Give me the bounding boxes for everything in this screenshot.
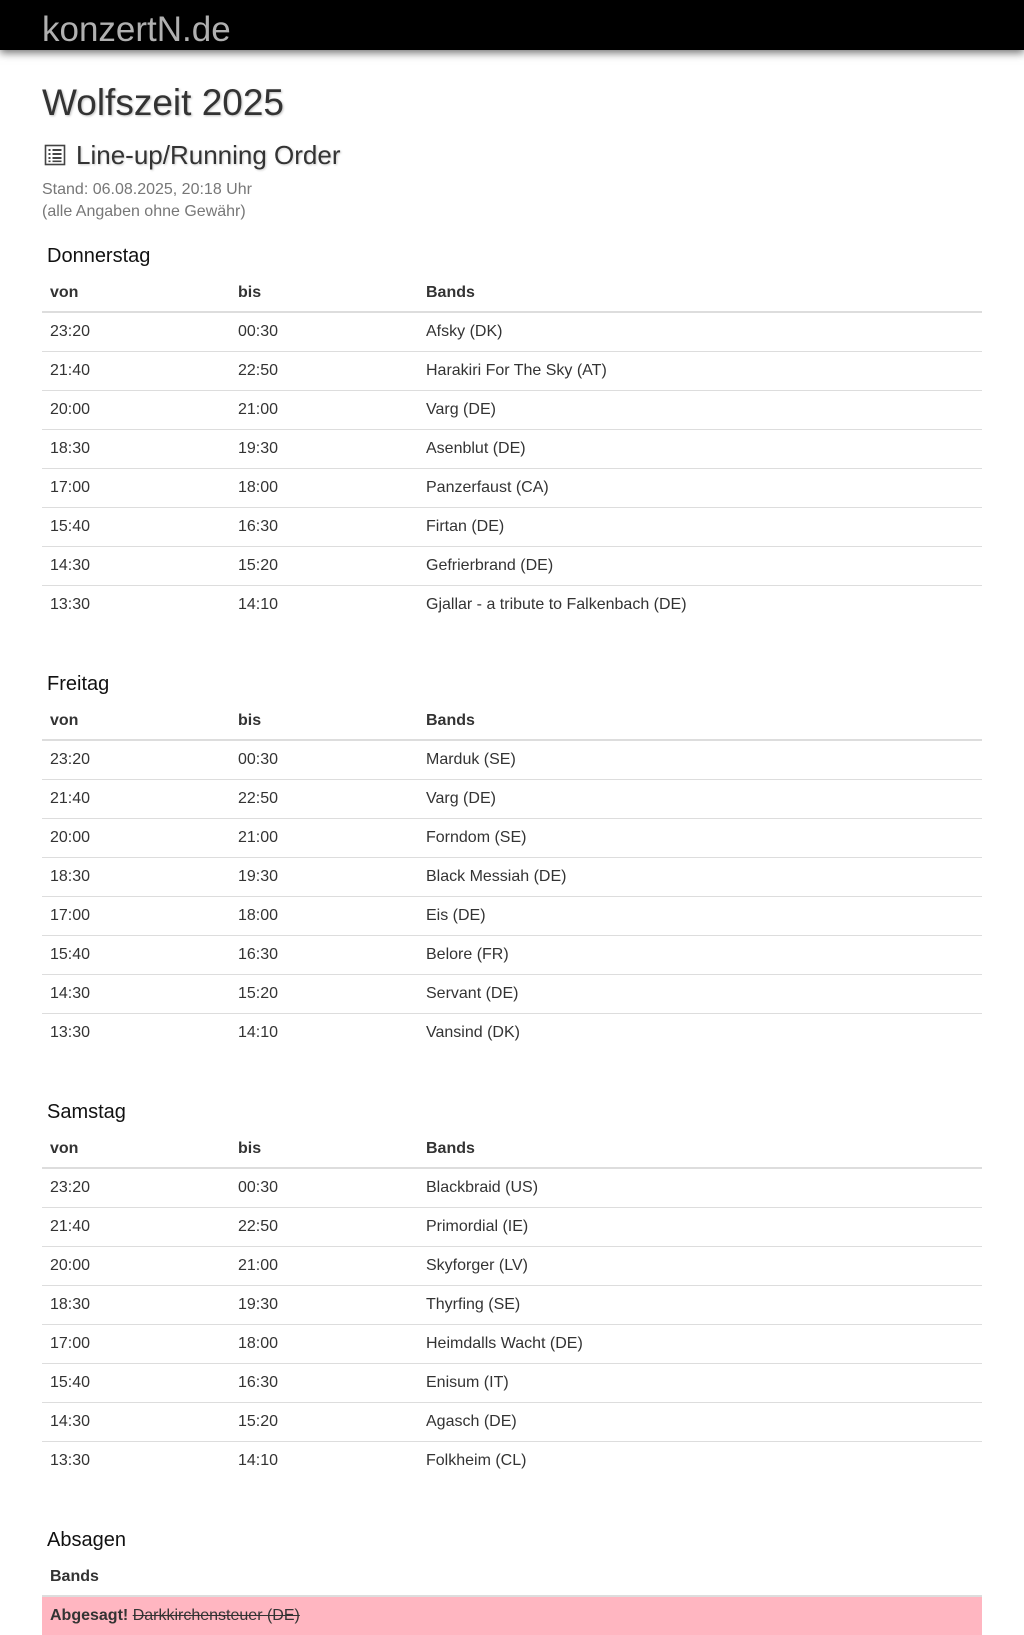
column-header-bands: Bands	[418, 1130, 982, 1168]
band-name: Thyrfing (SE)	[418, 1285, 982, 1324]
band-name: Panzerfaust (CA)	[418, 468, 982, 507]
end-time: 16:30	[230, 1363, 418, 1402]
end-time: 00:30	[230, 740, 418, 779]
top-navbar	[0, 0, 1024, 50]
start-time: 21:40	[42, 351, 230, 390]
end-time: 15:20	[230, 974, 418, 1013]
table-header-row	[42, 702, 982, 740]
band-name: Eis (DE)	[418, 896, 982, 935]
end-time: 00:30	[230, 312, 418, 351]
start-time: 17:00	[42, 468, 230, 507]
start-time: 15:40	[42, 507, 230, 546]
table-row	[42, 468, 982, 507]
table-row	[42, 429, 982, 468]
table-row	[42, 507, 982, 546]
table-row	[42, 896, 982, 935]
day-title: Donnerstag	[47, 245, 151, 267]
end-time: 14:10	[238, 595, 279, 613]
band-name: Primordial (IE)	[418, 1207, 982, 1246]
stand-timestamp: Stand: 06.08.2025, 20:18 Uhr	[42, 181, 252, 198]
band-name: Agasch (DE)	[418, 1402, 982, 1441]
end-time: 15:20	[230, 546, 418, 585]
band-name: Afsky (DK)	[418, 312, 982, 351]
band-name: Gjallar - a tribute to Falkenbach (DE)	[426, 595, 687, 613]
table-row	[42, 1168, 982, 1207]
end-time: 22:50	[230, 351, 418, 390]
cancelled-cell	[42, 1596, 982, 1635]
column-header-von: von	[42, 274, 230, 312]
end-time: 00:30	[230, 1168, 418, 1207]
end-time: 16:30	[230, 935, 418, 974]
end-time: 14:10	[238, 1451, 279, 1469]
table-row	[42, 351, 982, 390]
start-time: 14:30	[42, 974, 230, 1013]
end-time: 18:00	[230, 468, 418, 507]
band-name: Heimdalls Wacht (DE)	[418, 1324, 982, 1363]
section-spacer	[42, 1052, 982, 1079]
band-name: Belore (FR)	[418, 935, 982, 974]
start-time: 14:30	[42, 546, 230, 585]
column-header-bis: bis	[230, 1130, 418, 1168]
table-row	[42, 779, 982, 818]
cancelled-row	[42, 1596, 982, 1635]
end-time: 19:30	[230, 857, 418, 896]
table-row	[42, 312, 982, 351]
band-name: Gefrierbrand (DE)	[418, 546, 982, 585]
end-time: 19:30	[230, 1285, 418, 1324]
band-name: Blackbraid (US)	[418, 1168, 982, 1207]
column-header-bis: bis	[230, 274, 418, 312]
start-time: 23:20	[42, 1168, 230, 1207]
table-row	[42, 857, 982, 896]
lineup-table	[42, 1130, 982, 1480]
start-time: 23:20	[42, 312, 230, 351]
table-row	[42, 390, 982, 429]
start-time: 20:00	[42, 1246, 230, 1285]
cancellations-header-row	[42, 1558, 982, 1596]
days-container	[42, 243, 982, 1507]
brand-link[interactable]: konzertN.de	[42, 10, 231, 49]
end-time: 22:50	[230, 1207, 418, 1246]
start-time: 20:00	[42, 390, 230, 429]
section-title-text: Line-up/Running Order	[76, 140, 341, 170]
table-row	[42, 1324, 982, 1363]
day-title: Freitag	[47, 673, 110, 695]
column-header-von: von	[42, 1130, 230, 1168]
table-row	[42, 1246, 982, 1285]
end-time: 15:20	[230, 1402, 418, 1441]
column-header-bands: Bands	[418, 702, 982, 740]
table-row	[42, 1013, 982, 1052]
table-header-row	[42, 1130, 982, 1168]
table-row	[42, 935, 982, 974]
lineup-table	[42, 274, 982, 624]
band-name: Varg (DE)	[418, 779, 982, 818]
start-time: 20:00	[42, 818, 230, 857]
start-time: 14:30	[42, 1402, 230, 1441]
band-name: Vansind (DK)	[426, 1023, 520, 1041]
list-icon	[44, 144, 66, 166]
meta-info	[42, 179, 982, 223]
cancellations-section	[42, 1527, 982, 1635]
start-time: 13:30	[50, 1023, 91, 1041]
band-name: Black Messiah (DE)	[418, 857, 982, 896]
table-row	[42, 740, 982, 779]
lineup-table	[42, 702, 982, 1052]
page-title: Wolfszeit 2025	[42, 82, 284, 123]
start-time: 13:30	[50, 595, 91, 613]
end-time: 18:00	[230, 896, 418, 935]
day-title: Samstag	[47, 1101, 126, 1123]
start-time: 18:30	[42, 429, 230, 468]
cancellations-body	[42, 1596, 982, 1635]
cancellations-table	[42, 1558, 982, 1635]
band-name: Servant (DE)	[418, 974, 982, 1013]
main-content	[0, 50, 1024, 1635]
end-time: 21:00	[230, 390, 418, 429]
section-title	[42, 139, 982, 171]
band-name: Harakiri For The Sky (AT)	[418, 351, 982, 390]
start-time: 15:40	[42, 935, 230, 974]
table-row	[42, 818, 982, 857]
table-row	[42, 1363, 982, 1402]
disclaimer: (alle Angaben ohne Gewähr)	[42, 203, 246, 220]
band-name: Forndom (SE)	[418, 818, 982, 857]
table-row	[42, 1207, 982, 1246]
start-time: 23:20	[42, 740, 230, 779]
table-header-row	[42, 274, 982, 312]
band-name: Skyforger (LV)	[418, 1246, 982, 1285]
cancelled-band-name: Darkkirchensteuer (DE)	[132, 1607, 300, 1624]
column-header-bands: Bands	[418, 274, 982, 312]
end-time: 19:30	[230, 429, 418, 468]
end-time: 21:00	[230, 818, 418, 857]
start-time: 18:30	[42, 857, 230, 896]
end-time: 14:10	[238, 1023, 279, 1041]
band-name: Firtan (DE)	[418, 507, 982, 546]
band-name: Marduk (SE)	[418, 740, 982, 779]
cancelled-label: Abgesagt!	[50, 1607, 129, 1624]
column-header-bis: bis	[230, 702, 418, 740]
end-time: 21:00	[230, 1246, 418, 1285]
end-time: 22:50	[230, 779, 418, 818]
band-name: Enisum (IT)	[418, 1363, 982, 1402]
table-row	[42, 1441, 982, 1480]
table-row	[42, 546, 982, 585]
end-time: 16:30	[230, 507, 418, 546]
band-name: Varg (DE)	[418, 390, 982, 429]
column-header-bands: Bands	[42, 1558, 982, 1596]
section-spacer	[42, 1480, 982, 1507]
table-row	[42, 585, 982, 624]
start-time: 17:00	[42, 1324, 230, 1363]
start-time: 13:30	[50, 1451, 91, 1469]
table-row	[42, 1402, 982, 1441]
table-row	[42, 1285, 982, 1324]
section-spacer	[42, 624, 982, 651]
table-row	[42, 974, 982, 1013]
start-time: 18:30	[42, 1285, 230, 1324]
start-time: 21:40	[42, 1207, 230, 1246]
start-time: 17:00	[42, 896, 230, 935]
cancellations-title: Absagen	[47, 1529, 126, 1551]
end-time: 18:00	[230, 1324, 418, 1363]
band-name: Asenblut (DE)	[418, 429, 982, 468]
start-time: 15:40	[42, 1363, 230, 1402]
start-time: 21:40	[42, 779, 230, 818]
column-header-von: von	[42, 702, 230, 740]
band-name: Folkheim (CL)	[426, 1451, 527, 1469]
